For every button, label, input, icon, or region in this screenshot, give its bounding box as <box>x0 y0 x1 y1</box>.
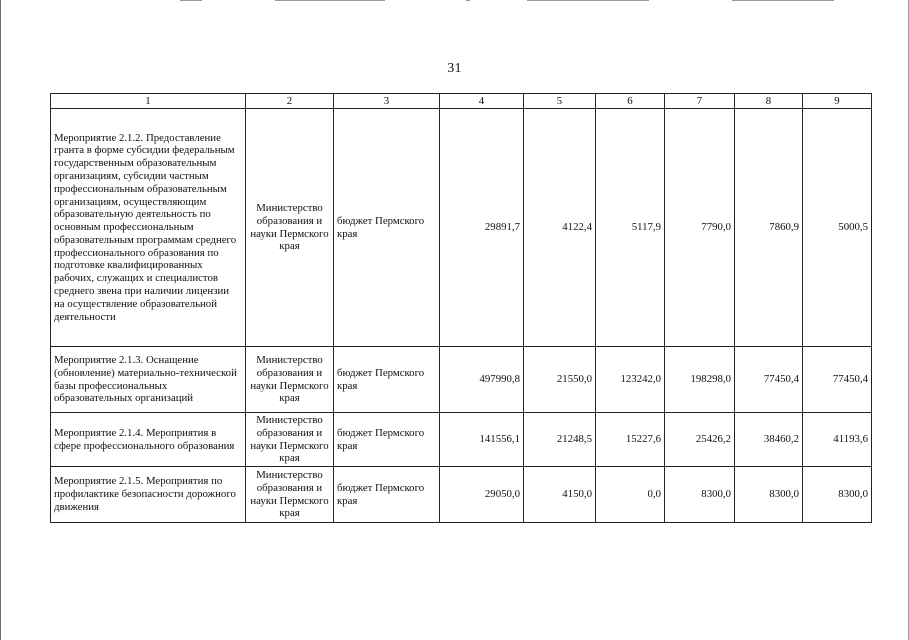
value-cell: 5000,5 <box>803 109 872 347</box>
column-header: 8 <box>735 94 803 109</box>
column-header: 5 <box>524 94 596 109</box>
value-cell: 8300,0 <box>803 467 872 523</box>
scan-top-marks <box>0 0 909 3</box>
activity-cell: Мероприятие 2.1.2. Предоставление гранта в форме субсидии федеральным государственным образовательным организациям, субсидии частным профессиональным образовательным организациям, осуществляющим образовательную деятельность по основным профессиональным образовательным программам среднего профессионального образования по подготовке квалифицированных рабочих, служащих и специалистов среднего звена при наличии лицензии на осуществление образовательной деятельности <box>51 109 246 347</box>
executor-cell: Министерство образования и науки Пермского края <box>246 347 334 413</box>
column-header: 7 <box>665 94 735 109</box>
executor-cell: Министерство образования и науки Пермского края <box>246 109 334 347</box>
value-cell: 29891,7 <box>440 109 524 347</box>
activity-cell: Мероприятие 2.1.4. Мероприятия в сфере профессионального образования <box>51 413 246 467</box>
page-left-edge <box>0 0 1 640</box>
value-cell: 198298,0 <box>665 347 735 413</box>
activity-cell: Мероприятие 2.1.3. Оснащение (обновление) материально-технической базы профессиональных образовательных организаций <box>51 347 246 413</box>
budget-table <box>50 93 872 523</box>
value-cell: 38460,2 <box>735 413 803 467</box>
value-cell: 21248,5 <box>524 413 596 467</box>
value-cell: 4122,4 <box>524 109 596 347</box>
value-cell: 29050,0 <box>440 467 524 523</box>
executor-cell: Министерство образования и науки Пермского края <box>246 413 334 467</box>
table-row <box>51 413 872 467</box>
column-header: 3 <box>334 94 440 109</box>
value-cell: 25426,2 <box>665 413 735 467</box>
table-row <box>51 347 872 413</box>
value-cell: 15227,6 <box>596 413 665 467</box>
executor-cell: Министерство образования и науки Пермского края <box>246 467 334 523</box>
value-cell: 0,0 <box>596 467 665 523</box>
activity-cell: Мероприятие 2.1.5. Мероприятия по профилактике безопасности дорожного движения <box>51 467 246 523</box>
table-header-row <box>51 94 872 109</box>
column-header: 4 <box>440 94 524 109</box>
column-header: 6 <box>596 94 665 109</box>
table-row <box>51 467 872 523</box>
value-cell: 21550,0 <box>524 347 596 413</box>
column-header: 2 <box>246 94 334 109</box>
value-cell: 77450,4 <box>735 347 803 413</box>
value-cell: 41193,6 <box>803 413 872 467</box>
funding-source-cell: бюджет Пермского края <box>334 347 440 413</box>
page-number: 31 <box>447 61 462 76</box>
value-cell: 497990,8 <box>440 347 524 413</box>
column-header: 1 <box>51 94 246 109</box>
value-cell: 5117,9 <box>596 109 665 347</box>
funding-source-cell: бюджет Пермского края <box>334 109 440 347</box>
table-row <box>51 109 872 347</box>
value-cell: 4150,0 <box>524 467 596 523</box>
value-cell: 7860,9 <box>735 109 803 347</box>
funding-source-cell: бюджет Пермского края <box>334 467 440 523</box>
value-cell: 123242,0 <box>596 347 665 413</box>
funding-source-cell: бюджет Пермского края <box>334 413 440 467</box>
value-cell: 8300,0 <box>665 467 735 523</box>
value-cell: 7790,0 <box>665 109 735 347</box>
value-cell: 8300,0 <box>735 467 803 523</box>
column-header: 9 <box>803 94 872 109</box>
value-cell: 77450,4 <box>803 347 872 413</box>
value-cell: 141556,1 <box>440 413 524 467</box>
